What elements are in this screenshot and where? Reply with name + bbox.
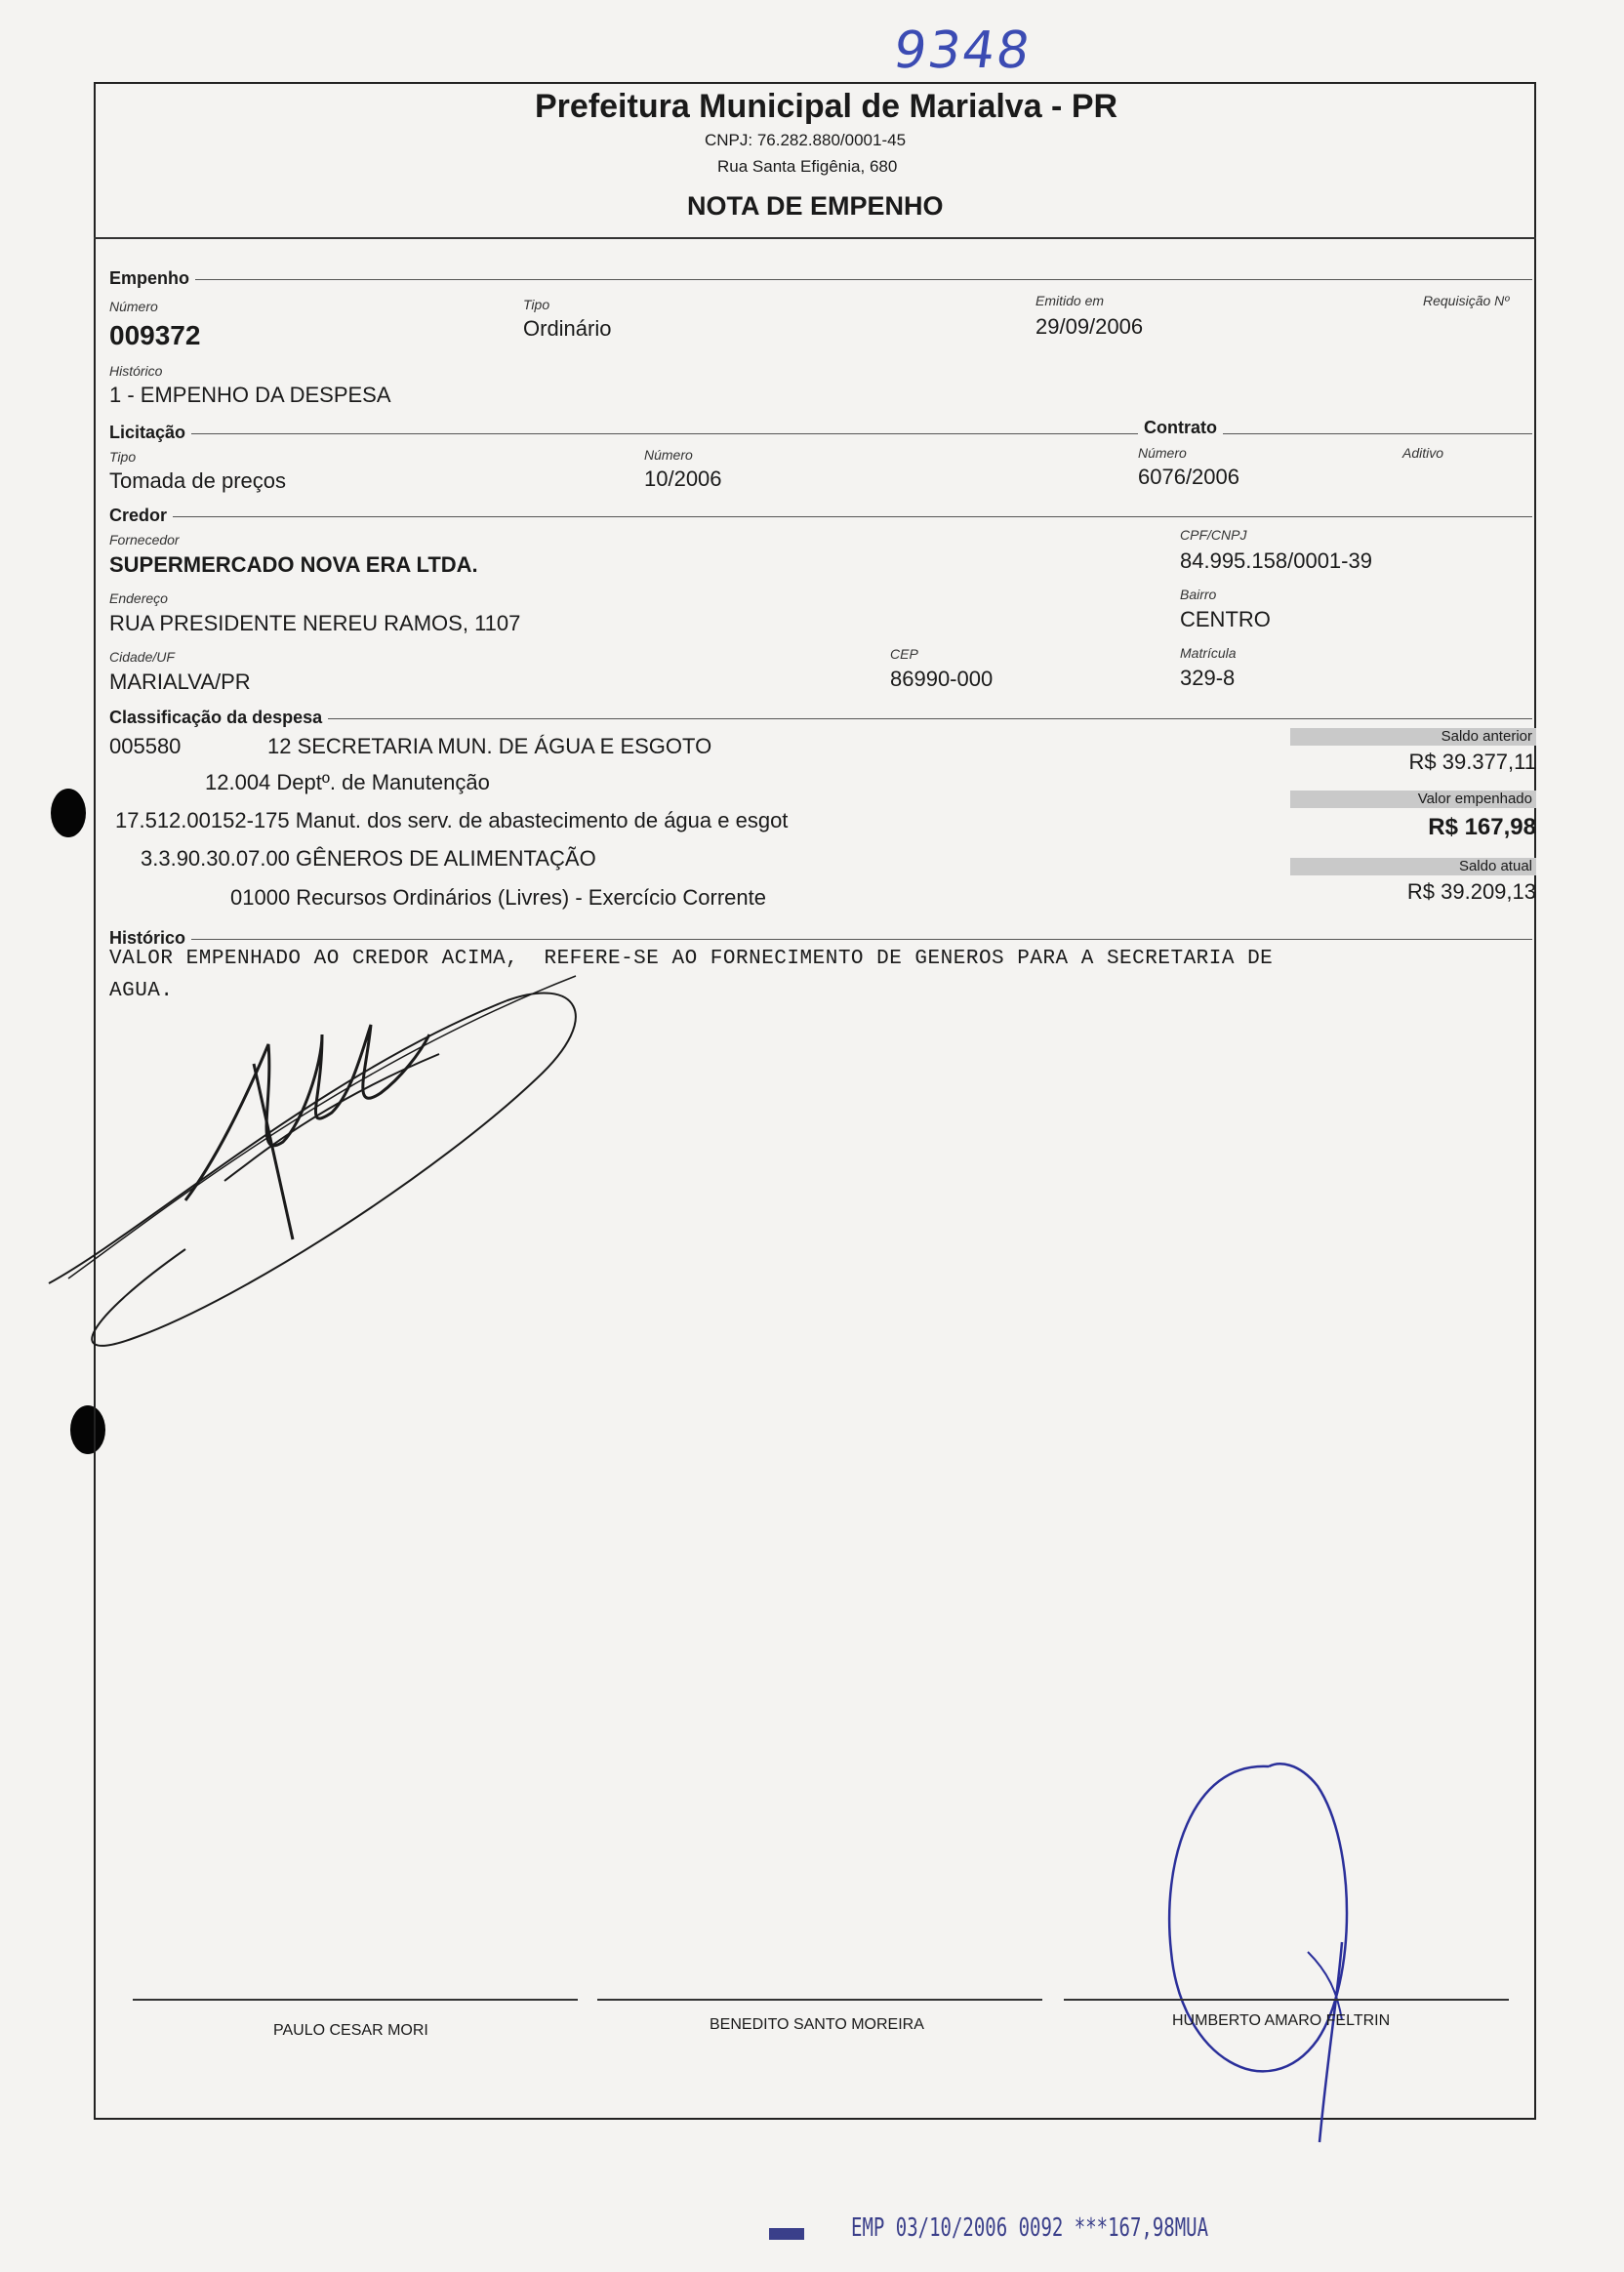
fornecedor-label: Fornecedor	[109, 532, 180, 548]
fornecedor-cidade: MARIALVA/PR	[109, 669, 251, 694]
licitacao-section-label: Licitação	[109, 423, 191, 443]
municipality-title: Prefeitura Municipal de Marialva - PR	[535, 88, 1118, 125]
classificacao-codigo: 005580	[109, 734, 182, 758]
matricula-label: Matrícula	[1180, 645, 1237, 661]
municipality-cnpj: CNPJ: 76.282.880/0001-45	[705, 131, 907, 149]
fornecedor-name: SUPERMERCADO NOVA ERA LTDA.	[109, 552, 478, 577]
classificacao-linha-5: 01000 Recursos Ordinários (Livres) - Exercício Corrente	[230, 885, 766, 910]
signatory-2: BENEDITO SANTO MOREIRA	[710, 2016, 924, 2033]
historico-linha-1: VALOR EMPENHADO AO CREDOR ACIMA, REFERE-SE AO FORNECIMENTO DE GENEROS PARA A SECRETARIA DE	[109, 948, 1274, 970]
cnpj-label: CPF/CNPJ	[1180, 527, 1247, 543]
protocol-stamp: EMP 03/10/2006 0092 ***167,98MUA	[851, 2213, 1209, 2243]
signatory-1: PAULO CESAR MORI	[273, 2022, 428, 2039]
fornecedor-cnpj: 84.995.158/0001-39	[1180, 548, 1372, 573]
cep-label: CEP	[890, 646, 918, 662]
saldo-atual-label: Saldo atual	[1290, 858, 1536, 875]
stamp-mark	[769, 2228, 804, 2240]
municipality-address: Rua Santa Efigênia, 680	[717, 157, 898, 176]
saldo-anterior-label: Saldo anterior	[1290, 728, 1536, 746]
empenho-historico: 1 - EMPENHO DA DESPESA	[109, 383, 391, 407]
contrato-aditivo-label: Aditivo	[1402, 445, 1444, 461]
contrato-section-label: Contrato	[1138, 418, 1223, 438]
emitido-label: Emitido em	[1035, 293, 1105, 308]
signature-line-3	[1064, 1999, 1509, 2001]
licitacao-numero-label: Número	[644, 447, 693, 463]
contrato-numero-label: Número	[1138, 445, 1187, 461]
classificacao-linha-4: 3.3.90.30.07.00 GÊNEROS DE ALIMENTAÇÃO	[141, 846, 596, 871]
classificacao-linha-2: 12.004 Deptº. de Manutenção	[205, 770, 490, 794]
fornecedor-bairro: CENTRO	[1180, 607, 1271, 631]
credor-rule	[109, 516, 1532, 517]
signature-line-2	[597, 1999, 1042, 2001]
classificacao-linha-3: 17.512.00152-175 Manut. dos serv. de abastecimento de água e esgot	[115, 808, 789, 832]
saldo-atual: R$ 39.209,13	[1406, 879, 1536, 904]
classificacao-section-label: Classificação da despesa	[109, 708, 328, 728]
handwritten-signature	[29, 908, 615, 1366]
historico-linha-2: AGUA.	[109, 980, 174, 1002]
contrato-numero: 6076/2006	[1138, 465, 1239, 489]
handwritten-page-number: 9348	[889, 21, 1035, 80]
signatory-3: HUMBERTO AMARO FELTRIN	[1172, 2012, 1391, 2029]
historico-section-label: Histórico	[109, 928, 191, 949]
signature-line-1	[133, 1999, 578, 2001]
empenho-tipo: Ordinário	[523, 316, 612, 341]
endereco-label: Endereço	[109, 590, 168, 606]
cidade-label: Cidade/UF	[109, 649, 175, 665]
fornecedor-endereco: RUA PRESIDENTE NEREU RAMOS, 1107	[109, 611, 521, 635]
licitacao-tipo-label: Tipo	[109, 449, 137, 465]
fornecedor-matricula: 329-8	[1180, 666, 1236, 690]
licitacao-numero: 10/2006	[644, 467, 722, 491]
saldo-anterior: R$ 39.377,11	[1408, 750, 1536, 774]
empenho-tipo-label: Tipo	[523, 297, 550, 312]
licitacao-tipo: Tomada de preços	[109, 468, 286, 493]
empenho-rule	[109, 279, 1532, 280]
empenho-numero: 009372	[109, 320, 201, 350]
classificacao-linha-1: 12 SECRETARIA MUN. DE ÁGUA E ESGOTO	[267, 734, 712, 758]
credor-section-label: Credor	[109, 506, 173, 526]
bairro-label: Bairro	[1180, 587, 1217, 602]
valor-empenhado-label: Valor empenhado	[1290, 791, 1536, 808]
blue-initials-signature	[1152, 1747, 1386, 2167]
valor-empenhado: R$ 167,98	[1428, 814, 1536, 840]
emitido-date: 29/09/2006	[1035, 314, 1144, 339]
fornecedor-cep: 86990-000	[890, 667, 994, 691]
punch-hole-top	[51, 789, 86, 837]
header-divider	[94, 237, 1536, 239]
empenho-historico-label: Histórico	[109, 363, 163, 379]
empenho-section-label: Empenho	[109, 268, 195, 289]
empenho-numero-label: Número	[109, 299, 158, 314]
licitacao-rule	[109, 433, 1532, 434]
requisicao-label: Requisição Nº	[1423, 293, 1510, 308]
document-title: NOTA DE EMPENHO	[687, 191, 944, 221]
